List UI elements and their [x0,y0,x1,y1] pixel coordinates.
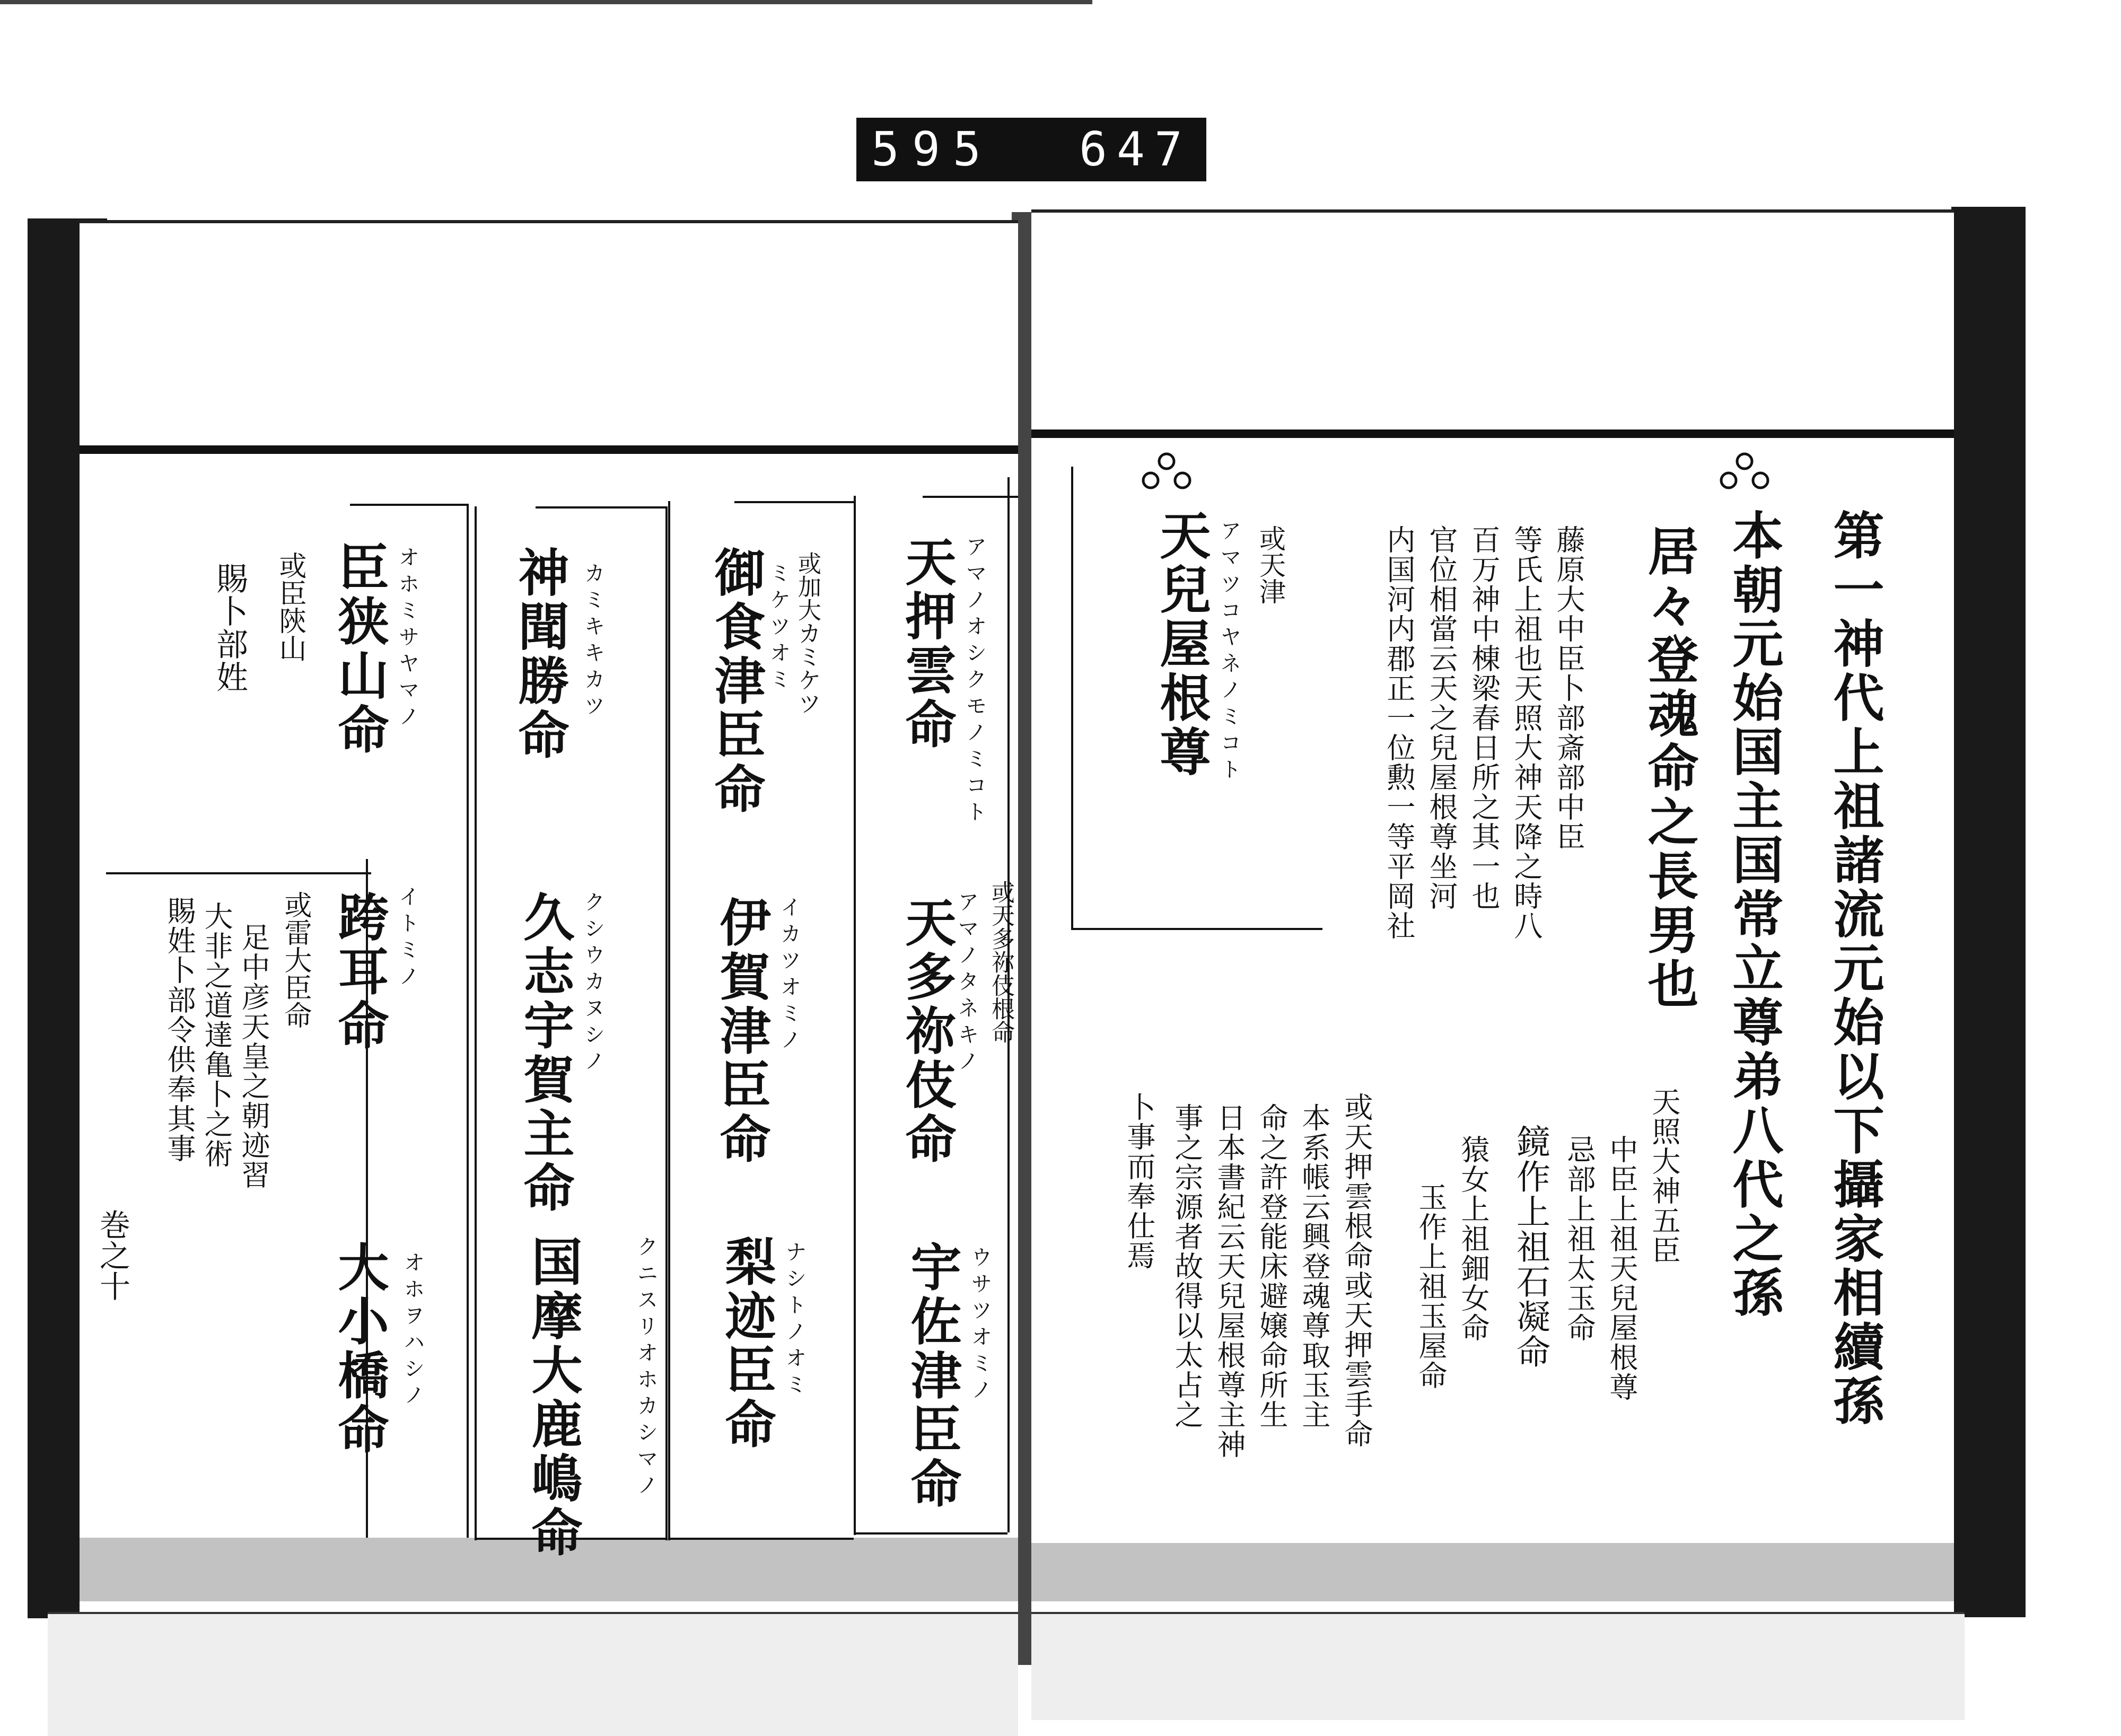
col4-reading-1: オホミサヤマノ [395,546,419,732]
note-line-5: 事之宗源者故得以太占之 [1170,1103,1204,1430]
deity-list-item-1: 中臣上祖天兒屋根尊 [1605,1135,1638,1402]
col3-frame-top [536,506,665,508]
main-name-reading: アマツコヤネノミコト [1217,520,1241,785]
col4-name-1: 臣狭山命 [330,541,390,757]
col4-name-3: 大小橋命 [330,1241,390,1457]
col2-frame-bottom [668,1538,854,1540]
col3-reading-1: カミキキカツ [581,562,605,721]
col2-frame-top [734,501,854,503]
deity-list-item-3: 鏡作上祖石凝命 [1511,1124,1550,1369]
body-line-1: 藤原大中臣卜部斎部中臣 [1552,525,1585,852]
col3-frame-left [475,506,477,1540]
col2-frame-left [668,501,670,1540]
col2-reading-3: ナシトノオミ [782,1241,807,1400]
deity-list-item-2: 忌部上祖太玉命 [1563,1135,1596,1343]
edge-mark: 巻之十 [94,1209,130,1301]
body-line-2: 等氏上祖也天照大神天降之時八 [1510,525,1543,941]
note-line-4: 日本書紀云天兒屋根尊主神 [1213,1103,1246,1459]
col2-alt-1: 或加大カミケツ [794,551,821,715]
note-line-2: 本系帳云興登魂尊取玉主 [1298,1103,1331,1430]
col3-frame-right [665,506,668,1540]
note-line-6: 卜事而奉仕焉 [1123,1092,1156,1270]
mark-circles-1 [1713,451,1776,493]
col2-frame-right [854,501,856,1535]
col1-alt-2: 或天多祢伎根命 [987,880,1014,1044]
col4-reading-2: イトミノ [395,885,419,992]
right-page-foot [1031,1612,1965,1720]
col1-name-2: 天多祢伎命 [897,896,957,1167]
circles-icon [1713,451,1776,493]
note-line-3: 命之許登能床避嬢命所生 [1255,1103,1289,1430]
circles-icon [1135,451,1198,493]
col1-frame-bottom [854,1532,1007,1535]
col4-alt-1: 或臣陝山 [274,551,306,662]
col2-name-2: 伊賀津臣命 [712,896,772,1167]
frame-label [856,118,1206,181]
main-name-label: 天兒屋根尊 [1152,509,1212,779]
note-line-1: 或天押雲根命或天押雲手命 [1340,1092,1373,1449]
col3-name-3: 国摩大鹿嶋命 [523,1235,583,1560]
side-note-line-3: 賜姓卜部令供奉其事 [163,896,196,1163]
body-line-4: 官位相當云天之兒屋根尊坐河 [1425,525,1458,911]
col1-reading-3: ウサツオミノ [968,1246,992,1405]
mark-circles-2 [1135,451,1198,493]
col3-reading-3: クニスリオホカシマノ [634,1235,658,1501]
side-note-line-1: 足中彦天皇之朝迹習 [237,923,270,1190]
frame-number-right: 647 [1079,122,1192,177]
col1-reading-1: アマノオシクモノミコト [962,536,987,827]
deity-list-title: 天照大神五臣 [1647,1087,1681,1265]
body-line-3: 百万神中棟梁春日所之其一也 [1467,525,1501,911]
side-note-line-2: 大非之道達亀卜之術 [200,901,233,1169]
right-board [1951,207,2026,1617]
col2-reading-1: ミケツオミ [766,562,791,695]
top-edge-bar [0,0,1092,4]
deity-list-item-4: 猿女上祖鈿女命 [1457,1135,1490,1343]
col1-name-1: 天押雲命 [897,536,957,752]
col1-frame-top [923,496,1018,498]
col1-reading-2: アマノタネキノ [954,891,979,1076]
col4-reading-3: オホヲハシノ [400,1251,425,1410]
right-page-top-rule [1031,429,1954,438]
side-note-top: 賜卜部姓 [211,562,248,694]
left-page-top-rule [80,445,1018,454]
main-name-alt: 或天津 [1255,525,1286,604]
col3-reading-2: クシウカヌシノ [581,891,605,1076]
deity-list-item-5: 玉作上祖玉屋命 [1414,1182,1448,1390]
right-page-bottom-strip [1031,1543,1954,1601]
col2-name-1: 御食津臣命 [706,546,766,817]
col4-name-2: 跨耳命 [330,891,390,1053]
frame-number-left: 595 [871,122,994,177]
subject-line: 居々登魂命之長男也 [1640,525,1699,1012]
col3-name-2: 久志宇賀主命 [515,891,575,1215]
col2-name-3: 梨迹臣命 [717,1235,777,1452]
left-page-foot [48,1612,1018,1736]
col3-name-1: 神聞勝命 [510,546,570,762]
col4-frame-top [350,504,467,506]
body-line-5: 内国河内郡正一位勲一等平岡社 [1382,525,1416,941]
col4-alt-2: 或雷大臣命 [279,891,311,1029]
col4-branch [106,872,371,874]
col2-reading-2: イカツオミノ [777,896,801,1055]
col1-name-3: 宇佐津臣命 [902,1241,962,1511]
col4-frame-right [467,504,469,1538]
page-heading: 第一神代上祖諸流元始以下攝家相續孫 [1825,509,1885,1428]
lineage-line: 本朝元始国主国常立尊弟八代之孫 [1724,509,1784,1320]
